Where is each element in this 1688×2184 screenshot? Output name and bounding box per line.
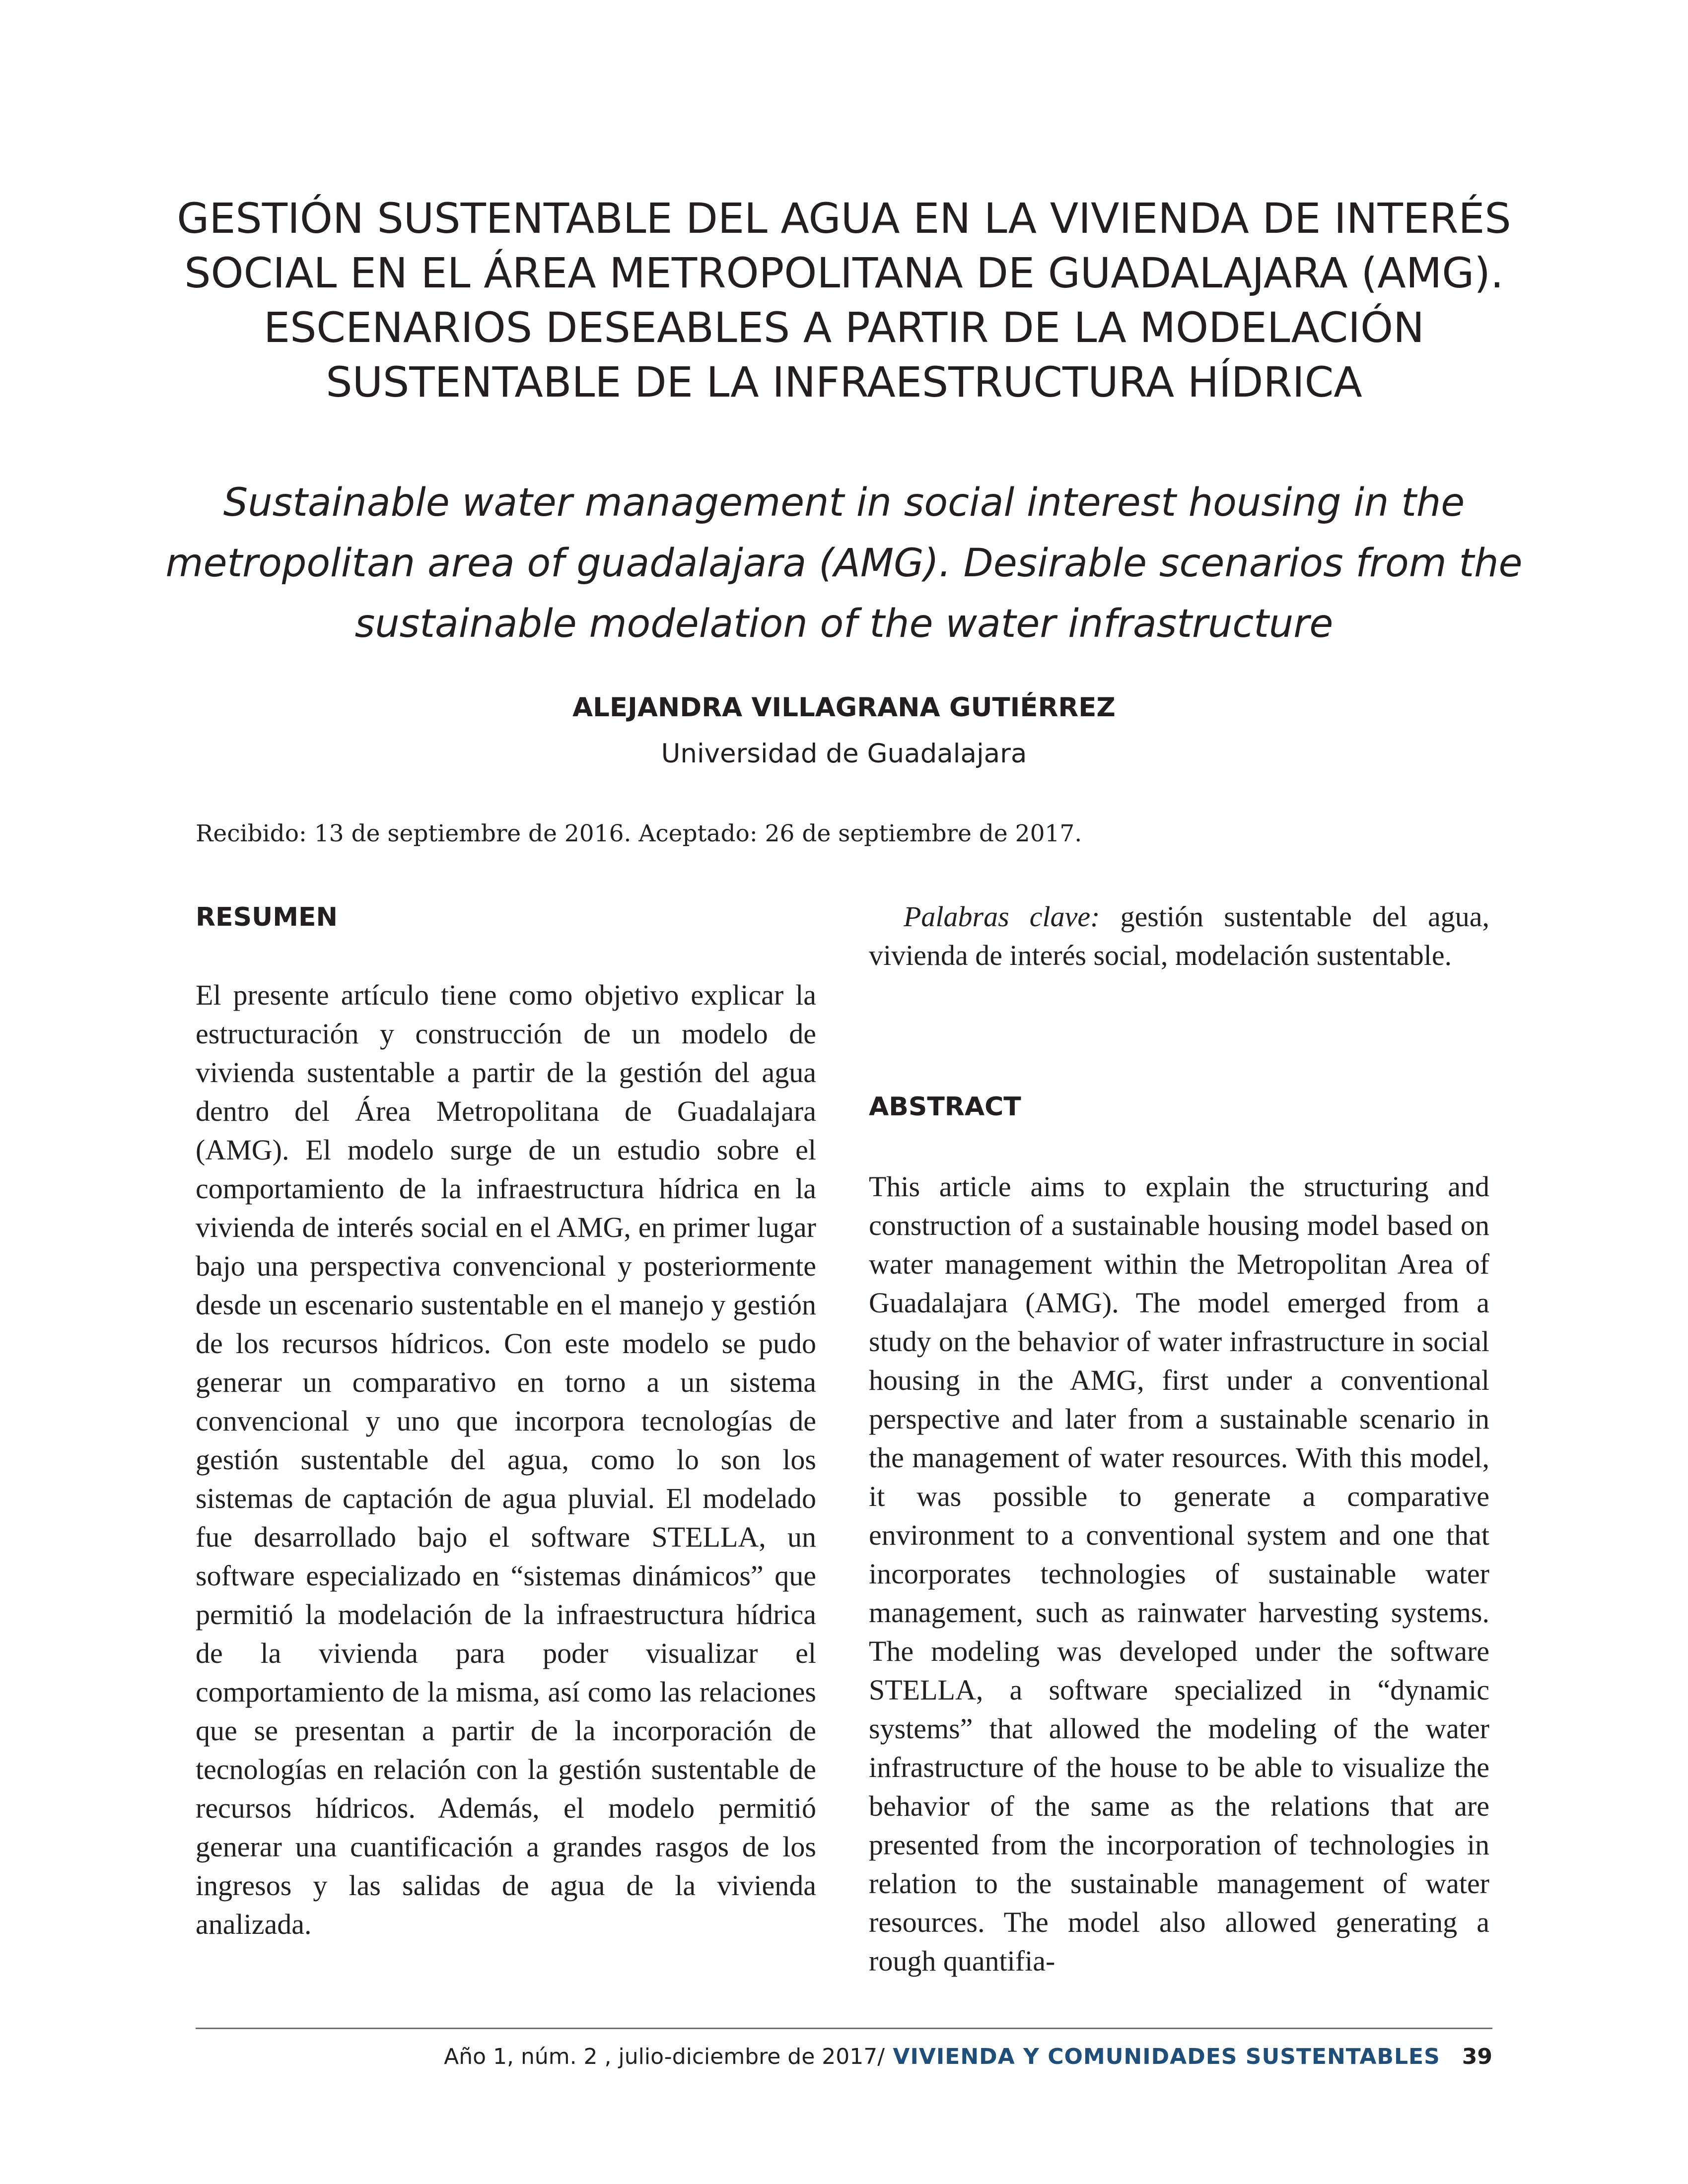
keywords-label: Palabras clave: bbox=[904, 900, 1100, 933]
resumen-body: El presente artículo tiene como objetivo explicar la estructuración y construcción de un modelo de vivienda sustentable a partir de la gestión del agua dentro del Área Metropolitana de Guadalajara (AMG). El modelo surge de un estudio sobre el comportamiento de la infraestructura hídrica en la vivienda de interés social en el AMG, en primer lugar bajo una perspectiva convencional y posteriormente desde un escenario sustentable en el manejo y gestión de los recursos hídricos. Con este modelo se pudo generar un comparativo en torno a un sistema convencional y uno que incorpora tecnologías de gestión sustentable del agua, como lo son los sistemas de captación de agua pluvial. El modelado fue desarrollado bajo el software STELLA, un software especializado en “sistemas dinámicos” que permitió la modelación de la infraestructura hídrica de la vivienda para poder visualizar el comportamiento de la misma, así como las relaciones que se presentan a partir de la incorporación de tecnologías en relación con la gestión sustentable de recursos hídricos. Además, el modelo permitió generar una cuantificación a grandes rasgos de los ingresos y las salidas de agua de la vivienda analizada. bbox=[196, 979, 816, 1940]
page-footer bbox=[444, 2044, 1492, 2069]
footer-issue: Año 1, núm. 2 , julio-diciembre de 2017/ bbox=[444, 2044, 885, 2069]
author-affiliation: Universidad de Guadalajara bbox=[661, 739, 1027, 769]
resumen-heading: RESUMEN bbox=[196, 902, 338, 932]
keywords-text: gestión sustentable del agua, vivienda de interés social, modelación sustentable. bbox=[869, 900, 1489, 971]
received-accepted-dates: Recibido: 13 de septiembre de 2016. Aceptado: 26 de septiembre de 2017. bbox=[196, 820, 1082, 847]
footer-divider bbox=[196, 2028, 1492, 2029]
keywords bbox=[869, 897, 1489, 975]
article-subtitle-english: Sustainable water management in social interest housing in the metropolitan area of guadalajara (AMG). Desirable scenarios from the sustainable modelation of the water infrastructure bbox=[165, 480, 1523, 646]
page-number: 39 bbox=[1462, 2044, 1492, 2069]
footer-journal-name: VIVIENDA Y COMUNIDADES SUSTENTABLES bbox=[885, 2044, 1440, 2069]
abstract-body: This article aims to explain the structuring and construction of a sustainable housing model based on water management within the Metropolitan Area of Guadalajara (AMG). The model emerged from a study on the behavior of water infrastructure in social housing in the AMG, first under a conventional perspective and later from a sustainable scenario in the management of water resources. With this model, it was possible to generate a comparative environment to a conventional system and one that incorporates technologies of sustainable water management, such as rainwater harvesting systems. The modeling was developed under the software STELLA, a software specialized in “dynamic systems” that allowed the modeling of the water infrastructure of the house to be able to visualize the behavior of the same as the relations that are presented from the incorporation of technologies in relation to the sustainable management of water resources. The model also allowed generating a rough quantifia- bbox=[869, 1170, 1489, 1977]
abstract-heading: ABSTRACT bbox=[869, 1092, 1021, 1122]
author-name: ALEJANDRA VILLAGRANA GUTIÉRREZ bbox=[572, 692, 1116, 723]
article-title: GESTIÓN SUSTENTABLE DEL AGUA EN LA VIVIENDA DE INTERÉS SOCIAL EN EL ÁREA METROPOLITANA DE GUADALAJARA (AMG). ESCENARIOS DESEABLES A PARTIR DE LA MODELACIÓN SUSTENTABLE DE LA INFRAESTRUCTURA HÍDRICA bbox=[177, 194, 1511, 407]
